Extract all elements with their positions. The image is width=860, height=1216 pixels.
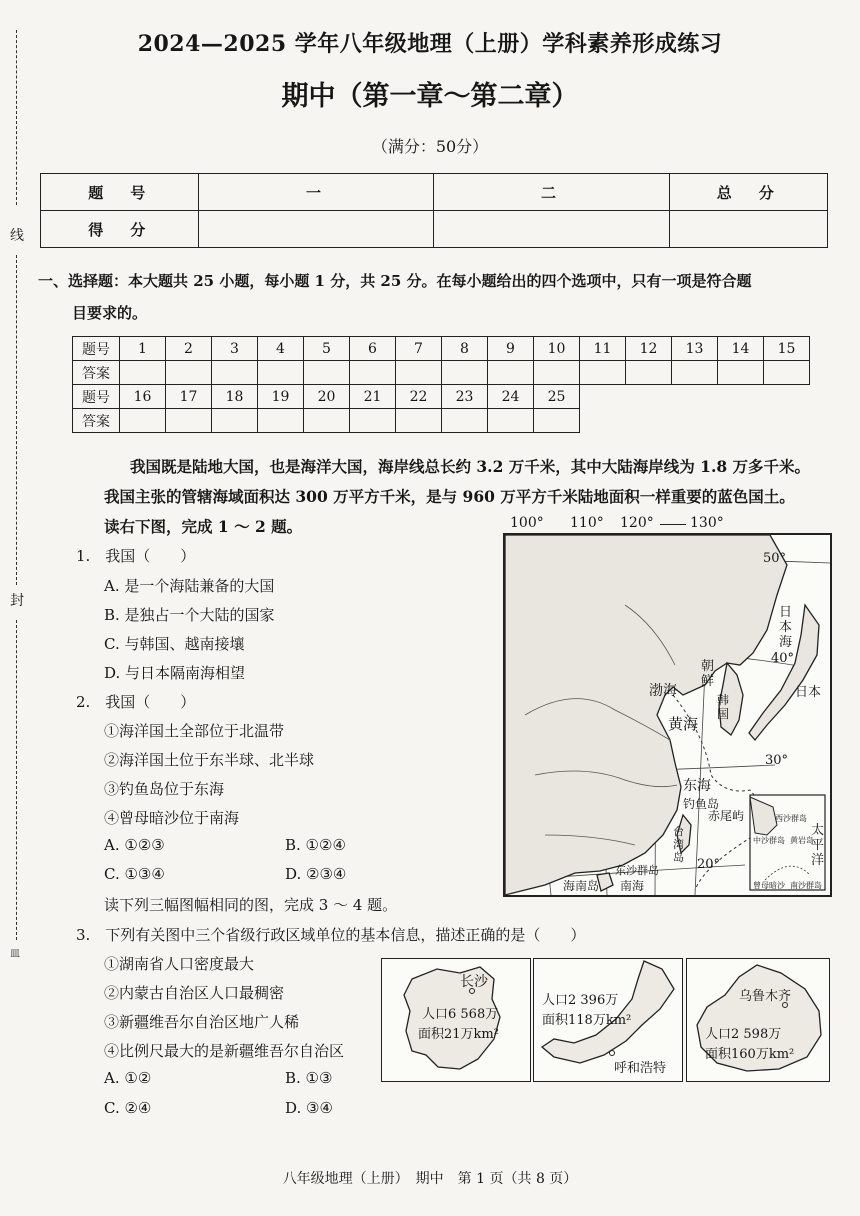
answer-grid <box>72 336 810 433</box>
map-label-inset-nansha: 南沙群岛 <box>790 881 822 890</box>
grid-answer-cell[interactable] <box>626 361 672 385</box>
q2-stem: 2. 我国（ ） <box>76 693 196 711</box>
map-label-hainan: 海南岛 <box>563 879 600 893</box>
grid-question-number: 3 <box>212 337 258 361</box>
grid-question-number: 16 <box>120 385 166 409</box>
section1-heading-cont: 目要求的。 <box>72 304 148 322</box>
grid-empty-area <box>580 385 810 409</box>
grid-answer-cell[interactable] <box>120 409 166 433</box>
map-lat-label: 40° <box>771 651 795 666</box>
q3-item: ④比例尺最大的是新疆维吾尔自治区 <box>104 1042 345 1060</box>
province-pop: 人口6 568万 <box>422 1007 499 1022</box>
grid-answer-cell[interactable] <box>718 361 764 385</box>
grid-answer-cell[interactable] <box>258 361 304 385</box>
binding-margin <box>8 30 28 990</box>
map-lat-label: 50° <box>763 551 787 566</box>
grid-question-number: 6 <box>350 337 396 361</box>
q3-item: ②内蒙古自治区人口最稠密 <box>104 984 285 1002</box>
score-head-cell: 二 <box>434 174 669 211</box>
grid-answer-cell[interactable] <box>442 361 488 385</box>
map-lon-label: 120° <box>620 515 654 531</box>
map-label-south-korea: 韩国 <box>717 693 730 721</box>
province-map-hunan <box>381 958 531 1082</box>
map-label-chiwei: 赤尾屿 <box>708 809 745 823</box>
province-city: 乌鲁木齐 <box>739 989 792 1004</box>
map-label-inset-huangyan: 黄岩岛 <box>790 836 814 845</box>
grid-question-number: 24 <box>488 385 534 409</box>
province-area: 面积118万km² <box>542 1013 632 1028</box>
map-lat-label: 20° <box>697 857 721 872</box>
grid-question-number: 13 <box>672 337 718 361</box>
passage-line: 我国主张的管辖海域面积达 300 万平方千米，是与 960 万平方千米陆地面积一样重要的蓝色国土。 <box>104 487 795 506</box>
grid-question-number: 19 <box>258 385 304 409</box>
grid-question-number: 2 <box>166 337 212 361</box>
grid-question-number: 21 <box>350 385 396 409</box>
province-area: 面积160万km² <box>705 1047 795 1062</box>
q2-option-c: C. ①③④ <box>104 865 165 883</box>
q3-option-a: A. ①② <box>104 1069 152 1087</box>
map-label-pacific: 太平洋 <box>811 823 825 868</box>
grid-answer-cell[interactable] <box>442 409 488 433</box>
grid-answer-cell[interactable] <box>350 361 396 385</box>
binding-char-xian: 线 <box>10 228 24 244</box>
grid-question-number: 14 <box>718 337 764 361</box>
map-label-south-sea: 南海 <box>620 879 645 893</box>
exam-subtitle: 期中（第一章～第二章） <box>281 81 579 112</box>
map-label-inset-zhongsha: 中沙群岛 <box>753 836 785 845</box>
grid-question-number: 23 <box>442 385 488 409</box>
map-label-east-sea: 东海 <box>683 778 711 794</box>
grid-question-number: 9 <box>488 337 534 361</box>
score-head-cell: 题 号 <box>41 174 199 211</box>
grid-question-number: 25 <box>534 385 580 409</box>
grid-answer-cell[interactable] <box>764 361 810 385</box>
q3-stem: 3. 下列有关图中三个省级行政区域单位的基本信息，描述正确的是（ ） <box>76 926 586 944</box>
grid-question-number: 12 <box>626 337 672 361</box>
score-entry-cell[interactable] <box>669 211 827 248</box>
grid-answer-cell[interactable] <box>672 361 718 385</box>
grid-question-number: 22 <box>396 385 442 409</box>
grid-answer-cell[interactable] <box>258 409 304 433</box>
grid-label-ans: 答案 <box>73 361 120 385</box>
q3-option-d: D. ③④ <box>285 1099 333 1117</box>
grid-label-num: 题号 <box>73 385 120 409</box>
exam-title: 2024—2025 学年八年级地理（上册）学科素养形成练习 <box>137 31 723 57</box>
grid-answer-cell[interactable] <box>488 361 534 385</box>
section1-heading: 一、选择题：本大题共 25 小题，每小题 1 分，共 25 分。在每小题给出的四个选项中，只有一项是符合题 <box>38 272 752 290</box>
instruction-q3-q4: 读下列三幅图幅相同的图，完成 3 ～ 4 题。 <box>104 896 398 914</box>
q1-option-d: D. 与日本隔南海相望 <box>104 664 246 682</box>
passage-line: 读右下图，完成 1 ～ 2 题。 <box>104 517 303 536</box>
q3-option-c: C. ②④ <box>104 1099 152 1117</box>
grid-question-number: 17 <box>166 385 212 409</box>
map-label-bohai: 渤海 <box>649 683 677 699</box>
q2-item: ②海洋国土位于东半球、北半球 <box>104 751 315 769</box>
east-asia-map <box>503 533 832 897</box>
q1-option-b: B. 是独占一个大陆的国家 <box>104 606 275 624</box>
map-label-inset-xisha: 西沙群岛 <box>775 814 807 823</box>
score-entry-cell[interactable] <box>434 211 669 248</box>
map-label-sea-of-japan: 日本海 <box>779 605 793 650</box>
grid-question-number: 10 <box>534 337 580 361</box>
province-area: 面积21万km² <box>418 1027 499 1042</box>
grid-answer-cell[interactable] <box>304 409 350 433</box>
q3-item: ①湖南省人口密度最大 <box>104 955 255 973</box>
province-city: 呼和浩特 <box>614 1061 667 1076</box>
grid-answer-cell[interactable] <box>488 409 534 433</box>
map-lon-label: 100° <box>510 515 544 531</box>
grid-question-number: 4 <box>258 337 304 361</box>
q1-stem: 1. 我国（ ） <box>76 547 196 565</box>
grid-label-num: 题号 <box>73 337 120 361</box>
grid-answer-cell[interactable] <box>534 409 580 433</box>
province-outline <box>687 959 829 1081</box>
province-city: 长沙 <box>460 974 488 990</box>
grid-question-number: 18 <box>212 385 258 409</box>
grid-empty-area <box>580 409 810 433</box>
map-lon-dash <box>660 524 686 525</box>
grid-answer-cell[interactable] <box>120 361 166 385</box>
grid-question-number: 1 <box>120 337 166 361</box>
map-label-inset-zengmu: 曾母暗沙 <box>753 881 785 890</box>
map-lon-label: 130° <box>690 515 724 531</box>
map-lat-label: 30° <box>765 753 789 768</box>
grid-question-number: 20 <box>304 385 350 409</box>
binding-char-min: 皿 <box>10 949 20 960</box>
score-entry-cell[interactable] <box>199 211 434 248</box>
q1-option-a: A. 是一个海陆兼备的大国 <box>104 577 275 595</box>
page-footer: 八年级地理（上册） 期中 第 1 页（共 8 页） <box>282 1171 578 1187</box>
q3-item: ③新疆维吾尔自治区地广人稀 <box>104 1013 300 1031</box>
q2-option-d: D. ②③④ <box>285 865 347 883</box>
map-label-yellow-sea: 黄海 <box>668 715 699 733</box>
grid-answer-cell[interactable] <box>396 409 442 433</box>
grid-question-number: 5 <box>304 337 350 361</box>
grid-answer-cell[interactable] <box>580 361 626 385</box>
grid-answer-cell[interactable] <box>166 361 212 385</box>
grid-question-number: 15 <box>764 337 810 361</box>
grid-question-number: 11 <box>580 337 626 361</box>
score-head-cell: 一 <box>199 174 434 211</box>
province-pop: 人口2 598万 <box>705 1027 782 1042</box>
q2-item: ③钓鱼岛位于东海 <box>104 780 225 798</box>
q2-item: ④曾母暗沙位于南海 <box>104 809 240 827</box>
grid-answer-cell[interactable] <box>166 409 212 433</box>
binding-dash-line <box>16 620 17 940</box>
q2-option-b: B. ①②④ <box>285 836 346 854</box>
q3-option-b: B. ①③ <box>285 1069 333 1087</box>
score-label-cell: 得 分 <box>41 211 199 248</box>
grid-label-ans: 答案 <box>73 409 120 433</box>
grid-question-number: 8 <box>442 337 488 361</box>
grid-question-number: 7 <box>396 337 442 361</box>
province-pop: 人口2 396万 <box>542 993 619 1008</box>
score-table <box>40 173 828 248</box>
grid-answer-cell[interactable] <box>212 361 258 385</box>
map-label-dongsha: 东沙群岛 <box>615 864 659 877</box>
province-map-inner-mongolia <box>533 958 683 1082</box>
province-map-xinjiang <box>686 958 830 1082</box>
grid-answer-cell[interactable] <box>304 361 350 385</box>
grid-answer-cell[interactable] <box>212 409 258 433</box>
q1-option-c: C. 与韩国、越南接壤 <box>104 635 245 653</box>
map-label-diaoyu: 钓鱼岛 <box>683 797 720 811</box>
grid-answer-cell[interactable] <box>350 409 396 433</box>
grid-answer-cell[interactable] <box>534 361 580 385</box>
binding-dash-line <box>16 255 17 585</box>
map-label-taiwan: 台湾岛 <box>673 825 684 864</box>
score-head-cell: 总 分 <box>669 174 827 211</box>
binding-char-feng: 封 <box>10 593 24 609</box>
map-label-japan: 日本 <box>795 685 822 700</box>
q2-option-a: A. ①②③ <box>104 836 165 854</box>
grid-answer-cell[interactable] <box>396 361 442 385</box>
map-label-north-korea: 朝鲜 <box>701 659 715 689</box>
score-note: （满分：50分） <box>371 137 489 156</box>
q2-item: ①海洋国土全部位于北温带 <box>104 722 285 740</box>
passage-line: 我国既是陆地大国，也是海洋大国，海岸线总长约 3.2 万千米，其中大陆海岸线为 1.8 万多千米。 <box>130 457 811 476</box>
map-lon-label: 110° <box>570 515 604 531</box>
